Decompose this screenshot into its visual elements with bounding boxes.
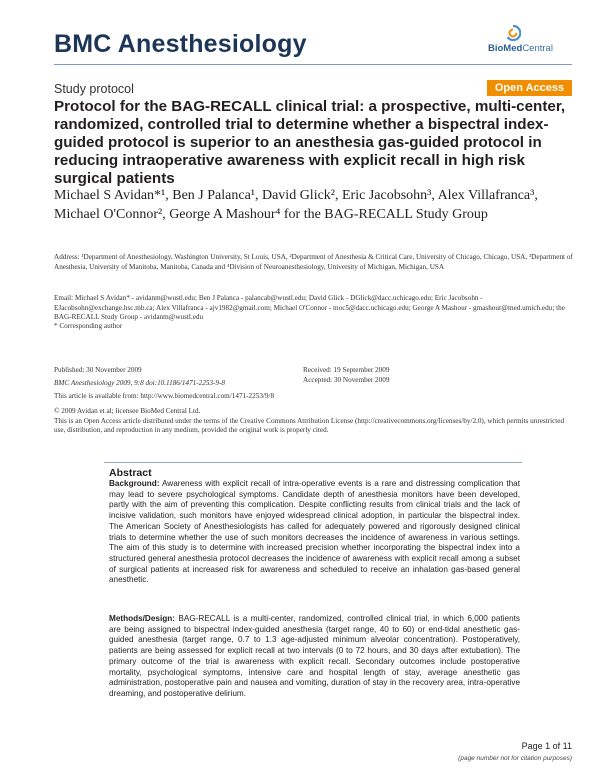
abstract-methods [109, 614, 520, 700]
methods-text: BAG-RECALL is a multi-center, randomized, controlled clinical trial, in which 6,000 patients are being assigned to bispectral index-guided anesthesia (target range, 40 to 60) or end-tidal anesthetic gas-guided anesthesia (target range, 0.7 to 1.3 age-adjusted minimum alveolar concentration). Postoperatively, patients are being assessed for explicit recall at two intervals (0 to 72 hours, and 30 days after extubation). The primary outcome of the trial is awareness with explicit recall. Secondary outcomes include postoperative mortality, psychological symptoms, intensive care and hospital length of stay, average anesthetic gas administration, postoperative pain and nausea and vomiting, duration of stay in the recovery area, intra-operative dreaming, and postoperative delirium. [109, 614, 520, 698]
page-number-note: (page number not for citation purposes) [458, 755, 572, 762]
copyright-block [54, 407, 574, 436]
review-dates [303, 366, 503, 385]
author-emails: Email: Michael S Avidan* - avidanm@wustl.edu; Ben J Palanca - palancab@wustl.edu; David Glick - DGlick@dacc.uchicago.edu; Eric Jacobsohn - EJacobsohn@exchange.hsc.mb.ca; Alex Villafranca - ajv1982@gmail.com; Michael O'Connor - moc5@dacc.uchicago.edu; George A Mashour - gmashour@med.umich.edu; the BAG-RECALL Study Group - avidanm@wustl.edu [54, 294, 565, 321]
received-date: Received: 19 September 2009 [303, 366, 390, 374]
header-rule [54, 64, 572, 65]
published-date: Published: 30 November 2009 [54, 366, 142, 374]
biomed-central-logo-icon [505, 25, 521, 41]
publisher-name-central: Central [522, 43, 553, 54]
background-text: Awareness with explicit recall of intra-operative events is a rare and distressing complication that may lead to severe psychological symptoms. Candidate depth of anesthesia monitors have been developed, partly with the aim of preventing this complication. Despite conflicting results from clinical trials and the lack of incisive validation, such monitors have enjoyed widespread clinical adoption, in particular the bispectral index. The American Society of Anesthesiologists has called for adequately powered and rigorously designed clinical trials to determine whether the use of such monitors decreases the incidence of awareness in various settings. The aim of this study is to determine with increased precision whether incorporating the bispectral index into a structured general anesthesia protocol decreases the incidence of awareness with explicit recall among a subset of surgical patients at increased risk for awareness and scheduled to receive an inhalation gas-based general anesthetic. [109, 479, 520, 585]
author-address: Address: ¹Department of Anesthesiology, Washington University, St Louis, USA, ²Department of Anesthesia & Critical Care, University of Chicago, Chicago, USA, ³Department of Anesthesia, University of Manitoba, Manitoba, Canada and ⁴Division of Neuroanesthesiology, University of Michigan, Michigan, USA [54, 253, 573, 271]
methods-label: Methods/Design: [109, 614, 175, 623]
author-list: Michael S Avidan*¹, Ben J Palanca¹, David Glick², Eric Jacobsohn³, Alex Villafranca³, Michael O'Connor², George A Mashour⁴ for the BAG-RECALL Study Group [54, 188, 538, 222]
corresponding-author-note: * Corresponding author [54, 322, 123, 330]
page-number: Page 1 of 11 [521, 741, 572, 751]
citation: BMC Anesthesiology 2009, 9:8 doi:10.1186/1471-2253-9-8 [54, 378, 226, 387]
publication-info [54, 366, 314, 388]
journal-title: BMC Anesthesiology [54, 30, 307, 58]
accepted-date: Accepted: 30 November 2009 [303, 375, 390, 384]
publisher-name [488, 43, 553, 54]
abstract-background [109, 479, 520, 586]
background-label: Background: [109, 479, 160, 488]
article-url[interactable]: This article is available from: http://www.biomedcentral.com/1471-2253/9/8 [54, 392, 275, 400]
license-text: This is an Open Access article distributed under the terms of the Creative Commons Attribution License (http://creativecommons.org/licenses/by/2.0), which permits unrestricted use, distribution, and reproduction in any medium, provided the original work is properly cited. [54, 416, 565, 434]
copyright-line: © 2009 Avidan et al; licensee BioMed Central Ltd. [54, 407, 201, 415]
publisher-name-bio: BioMed [488, 43, 523, 54]
article-type: Study protocol [54, 82, 134, 96]
article-title: Protocol for the BAG-RECALL clinical trial: a prospective, multi-center, randomized, controlled trial to determine whether a bispectral index-guided protocol is superior to an anesthesia gas-guided protocol in reducing intraoperative awareness with explicit recall in high risk surgical patients [54, 98, 566, 187]
open-access-badge: Open Access [487, 80, 572, 96]
publisher-logo [488, 28, 570, 54]
abstract-heading: Abstract [109, 467, 152, 479]
